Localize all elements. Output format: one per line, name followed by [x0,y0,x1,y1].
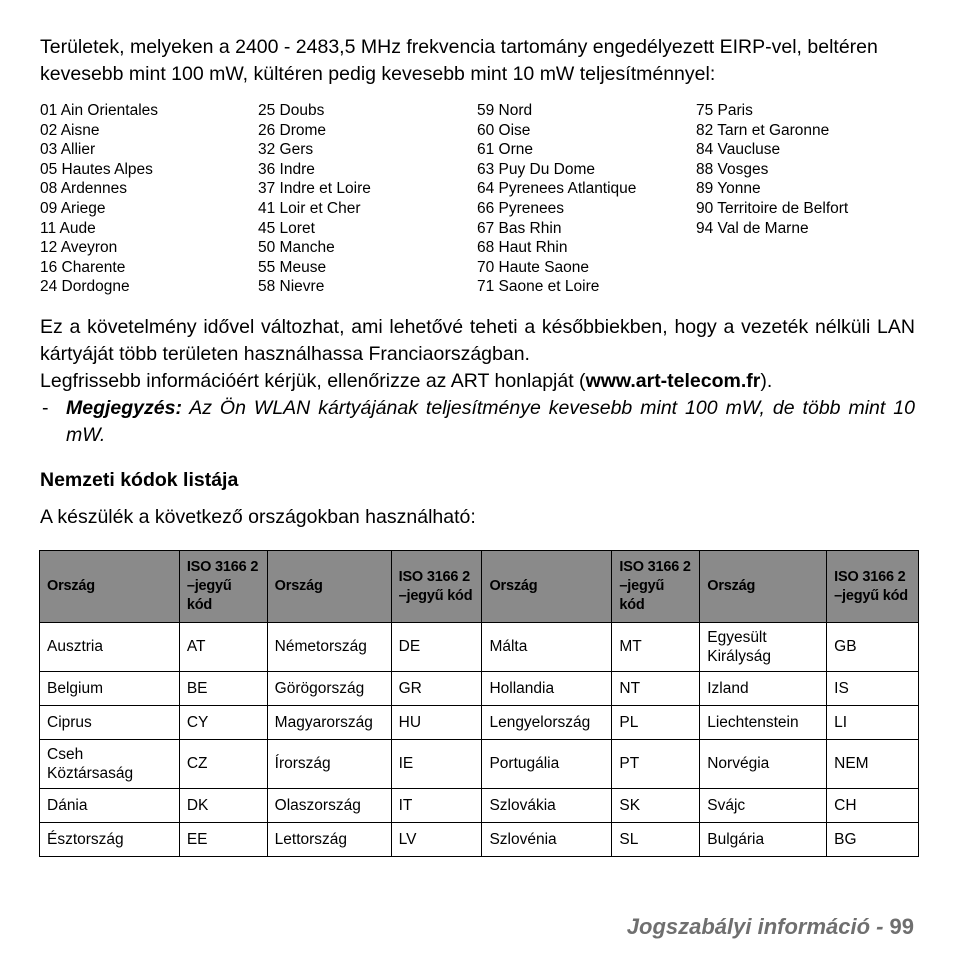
department-item: 03 Allier [40,141,96,159]
department-item: 88 Vosges [696,160,769,178]
department-item: 82 Tarn et Garonne [696,121,830,139]
department-item: 09 Ariege [40,199,106,217]
info-text-end: ). [760,369,773,392]
country-cell: Dánia [40,789,180,823]
note-body [66,395,915,449]
country-cell: Olaszország [267,789,391,823]
code-cell: GB [827,623,919,672]
department-item: 26 Drome [258,121,327,139]
country-cell: Ciprus [40,706,180,740]
note-dash: - [42,396,49,419]
country-cell: Lengyelország [482,706,612,740]
department-item: 45 Loret [258,219,315,237]
code-cell: LI [827,706,919,740]
country-cell: Magyarország [267,706,391,740]
department-item: 63 Puy Du Dome [477,160,596,178]
note-label: Megjegyzés: [66,396,182,419]
department-item: 11 Aude [40,219,96,237]
department-item: 71 Saone et Loire [477,278,600,296]
code-cell: PT [612,740,700,789]
header-country: Ország [267,551,391,623]
department-item: 08 Ardennes [40,180,128,198]
code-cell: GR [391,672,482,706]
department-item: 89 Yonne [696,180,761,198]
code-cell: BE [179,672,267,706]
code-cell: EE [179,823,267,857]
code-cell: DK [179,789,267,823]
department-item: 55 Meuse [258,258,327,276]
usable-paragraph: A készülék a következő országokban használható: [40,505,476,528]
department-item: 94 Val de Marne [696,219,809,237]
department-item: 37 Indre et Loire [258,180,371,198]
country-cell: Németország [267,623,391,672]
country-cell: Portugália [482,740,612,789]
country-cell: Lettország [267,823,391,857]
section-heading: Nemzeti kódok listája [40,468,239,491]
note-item [40,395,915,449]
department-item: 64 Pyrenees Atlantique [477,180,637,198]
header-country: Ország [482,551,612,623]
department-item: 12 Aveyron [40,239,118,257]
country-cell: Bulgária [700,823,827,857]
department-item: 75 Paris [696,102,753,119]
code-cell: CY [179,706,267,740]
code-cell: SK [612,789,700,823]
requirement-paragraph: Ez a követelmény idővel változhat, ami lehetővé teheti a későbbiekben, hogy a vezeték nélküli LAN kártyáját több területen használhassa Franciaországban. [40,315,915,365]
note-text: Az Ön WLAN kártyájának teljesítménye kevesebb mint 100 mW, de több mint 10 mW. [66,396,915,446]
info-paragraph [40,368,915,395]
department-column [258,101,477,297]
page-number: 99 [889,914,914,939]
country-cell: Írország [267,740,391,789]
department-item: 58 Nievre [258,278,325,296]
department-item: 84 Vaucluse [696,141,781,159]
department-item: 36 Indre [258,160,315,178]
header-iso-code: ISO 3166 2 –jegyű kód [827,551,919,623]
department-column [477,101,696,297]
department-item: 24 Dordogne [40,278,130,296]
table-row [40,623,919,672]
art-website-link[interactable]: www.art-telecom.fr [585,369,761,392]
header-country: Ország [700,551,827,623]
code-cell: PL [612,706,700,740]
page-content [40,34,915,531]
department-item: 70 Haute Saone [477,258,590,276]
department-item: 68 Haut Rhin [477,239,568,257]
department-item: 60 Oise [477,121,531,139]
code-cell: IS [827,672,919,706]
code-cell: CH [827,789,919,823]
code-cell: BG [827,823,919,857]
country-cell: Szlovénia [482,823,612,857]
info-text: Legfrissebb információért kérjük, ellenőrizze az ART honlapját ( [40,369,586,392]
department-item: 25 Doubs [258,102,325,119]
department-item: 41 Loir et Cher [258,199,361,217]
header-country: Ország [40,551,180,623]
page-footer [627,914,914,940]
department-column [696,101,915,297]
code-cell: IT [391,789,482,823]
department-item: 90 Territoire de Belfort [696,199,849,217]
department-item: 05 Hautes Alpes [40,160,153,178]
department-list [40,101,915,297]
header-iso-code: ISO 3166 2 –jegyű kód [391,551,482,623]
country-cell: Görögország [267,672,391,706]
table-row [40,672,919,706]
intro-paragraph: Területek, melyeken a 2400 - 2483,5 MHz frekvencia tartomány engedélyezett EIRP-vel, beltéren kevesebb mint 100 mW, kültéren pedig kevesebb mint 10 mW teljesítménnyel: [40,36,878,85]
code-cell: DE [391,623,482,672]
code-cell: NT [612,672,700,706]
country-cell: Liechtenstein [700,706,827,740]
footer-title: Jogszabályi információ - [626,914,884,939]
country-cell: Málta [482,623,612,672]
department-item: 02 Aisne [40,121,100,139]
country-cell: Cseh Köztársaság [40,740,180,789]
code-cell: SL [612,823,700,857]
department-item: 61 Orne [477,141,534,159]
country-cell: Ausztria [40,623,180,672]
department-item: 67 Bas Rhin [477,219,562,237]
header-iso-code: ISO 3166 2 –jegyű kód [612,551,700,623]
code-cell: AT [179,623,267,672]
code-cell: HU [391,706,482,740]
country-cell: Norvégia [700,740,827,789]
country-cell: Egyesült Királyság [700,623,827,672]
department-column [40,101,258,297]
country-cell: Hollandia [482,672,612,706]
country-codes-table [39,550,919,857]
code-cell: NEM [827,740,919,789]
table-row [40,706,919,740]
country-cell: Belgium [40,672,180,706]
table-row [40,740,919,789]
code-cell: CZ [179,740,267,789]
code-cell: LV [391,823,482,857]
department-item: 59 Nord [477,102,533,119]
department-item: 01 Ain Orientales [40,102,159,119]
table-row [40,823,919,857]
code-cell: IE [391,740,482,789]
table-row [40,789,919,823]
code-cell: MT [612,623,700,672]
header-iso-code: ISO 3166 2 –jegyű kód [179,551,267,623]
country-cell: Észtország [40,823,180,857]
country-cell: Svájc [700,789,827,823]
country-cell: Izland [700,672,827,706]
department-item: 16 Charente [40,258,126,276]
department-item: 66 Pyrenees [477,199,565,217]
country-cell: Szlovákia [482,789,612,823]
department-item: 32 Gers [258,141,314,159]
department-item: 50 Manche [258,239,335,257]
table-header-row [40,551,919,623]
